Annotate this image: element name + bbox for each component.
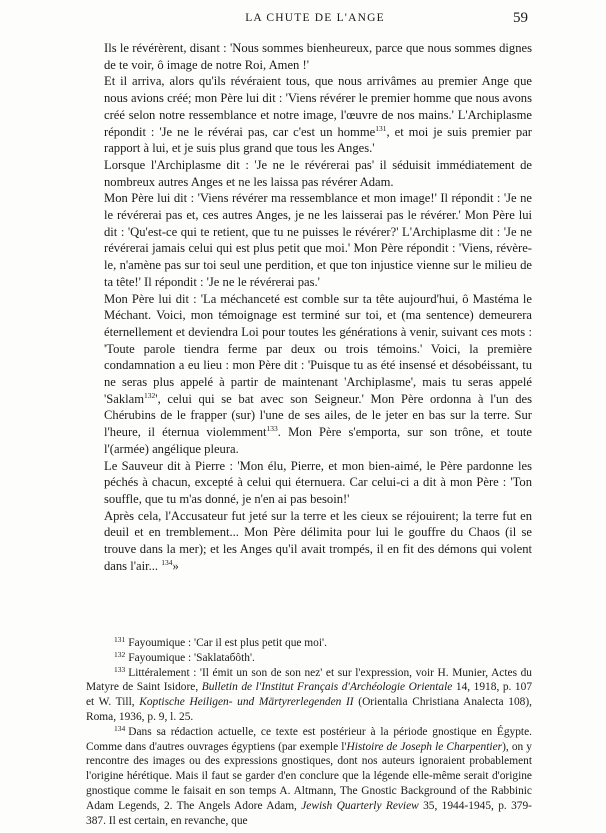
footnote-text: Fayoumique : 'Saklataбôth'. [128,651,255,664]
closing-quote: » [172,558,179,573]
paragraph-text: Et il arriva, alors qu'ils révéraient tous, que nous arrivâmes au premier Ange que nous avions créé; mon Père lui dit : 'Viens révérer le premier homme que nous avons créé selon notre ressemblance et notre image, l'œuvre de nos mains.' L'Archiplasme répondit : 'Je ne le révérai pas, car c'est un homme [104,74,532,139]
paragraph [104,73,532,157]
footnote-text: 14, 1918, p. 107 et W. Till, [86,681,533,709]
footnote-ref: 134 [161,557,173,567]
footnote-title: Bulletin de l'Institut Français d'Archéologie Orientale [201,681,453,694]
paragraph-text: Mon Père lui dit : 'La méchanceté est comble sur ta tête aujourd'hui, ô Mastéma le Méchant. Voici, mon témoignage est terminé sur toi, et (ma sentence) demeurera éternellement et deviendra Loi pour toutes les générations à venir, suivant ces mots : 'Toute parole tiendra ferme par deux ou trois témoins.' Voici, la première condamnation a eu lieu : mon Père dit : 'Puisque tu as été insensé et désobéissant, tu ne seras plus appelé à partir de maintenant 'Archiplasme', mais tu seras appelé 'Saklam [104,291,532,406]
footnote [86,725,532,829]
footnote-text: Fayoumique : 'Car il est plus petit que moi'. [128,637,327,649]
footnote-title: Koptische Heiligen- und Märtyrerlegenden II [139,696,354,709]
footnote [86,636,532,651]
footnotes [86,636,532,828]
paragraph [104,40,532,73]
footnote-text: Littéralement : 'Il émit un son de son nez' et sur l'expression, voir H. Munier, Actes du Matyre de Saint Isidore, [86,666,532,694]
footnote-title: Histoire de Joseph le Charpentier [346,740,503,753]
running-title: LA CHUTE DE L'ANGE [245,12,385,24]
footnote [86,666,532,725]
footnote [86,651,532,666]
footnote-number: 132 [114,649,126,659]
main-text [104,40,532,575]
paragraph [104,508,532,575]
paragraph-text: Mon Père lui dit : 'Viens révérer ma ressemblance et mon image!' Il répondit : 'Je ne le révérerai pas et, ces autres Anges, je ne les laisserai pas le révérer.' Mon Père lui dit : 'Qu'est-ce qui te retient, que tu ne puisses le révérer?' L'Archiplasme dit : 'Je ne révérerai jamais celui qui est plus petit que moi.' Mon Père répondit : 'Viens, révère-le, n'amène pas sur toi seul une perdition, et que ton injustice vienne sur le milieu de ta tête!' Il répondit : 'Je ne le révérerai pas.' [104,191,532,289]
footnote-number: 134 [114,723,126,733]
footnote-text: (Orientalia Christiana Analecta 108), Roma, 1936, p. 9, l. 25. [86,696,532,723]
paragraph-text: . Mon Père s'emporta, sur son trône, et toute l'(armée) angélique pleura. [104,425,532,456]
footnote-ref: 131 [375,123,387,133]
footnote-text: ), on y rencontre des images ou des expressions gnostiques, dont nos auteurs ignoraient probablement l'origine hérétique. Mais il faut se garder d'en conclure que la légende elle-même serait d'origine gnostique comme le faisait en son temps A. Altmann, The Gnostic Background of the Rabbinic Adam Legends, 2. The Angels Adore Adam, [86,740,532,812]
page-number: 59 [513,10,528,26]
paragraph-text: ', celui qui se bat avec son Seigneur.' Mon Père ordonna à l'un des Chérubins de le frapper (sur) l'une de ses ailes, de le jeter en bas sur la terre. Sur l'heure, il éternua violemment [104,391,532,440]
paragraph-text: , et moi je suis premier par rapport à lui, et je suis plus grand que tous les Anges.' [104,124,532,156]
paragraph [104,157,532,190]
paragraph [104,190,532,290]
footnote-number: 133 [114,664,126,674]
footnote-text: 35, 1944-1945, p. 379-387. Il est certain, en revanche, que [86,799,532,827]
paragraph-text: Après cela, l'Accusateur fut jeté sur la terre et les cieux se réjouirent; la terre fut en deuil et en tremblement... Mon Père délimita pour lui le gouffre du Chaos (il se trouve dans la mer); et les Anges qu'il avait trompés, il en fit des démons qui volent dans l'air... [104,508,532,573]
footnote-text: Dans sa rédaction actuelle, ce texte est postérieur à la période gnostique en Égypte. Comme dans d'autres ouvrages égyptiens (par exemple l' [86,725,532,753]
paragraph-text: Ils le révérèrent, disant : 'Nous sommes bienheureux, parce que nous sommes dignes de te voir, ô image de notre Roi, Amen !' [104,41,532,72]
footnote-ref: 133 [266,424,278,434]
paragraph-text: Lorsque l'Archiplasme dit : 'Je ne le révérerai pas' il séduisit immédiatement de nombreux autres Anges et ne les laissa pas révérer Adam. [104,157,532,189]
paragraph [104,291,532,458]
page-header [0,10,606,30]
footnote-ref: 132 [144,390,156,400]
paragraph-text: Le Sauveur dit à Pierre : 'Mon élu, Pierre, et mon bien-aimé, le Père pardonne les péchés à chacun, excepté à celui qui éternuera. Car celui-ci a dit à mon Père : 'Ton souffle, que tu m'as donné, je n'en ai pas besoin!' [104,458,532,506]
footnote-number: 131 [114,635,126,644]
paragraph [104,458,532,508]
footnote-title: Jewish Quarterly Review [301,799,419,812]
